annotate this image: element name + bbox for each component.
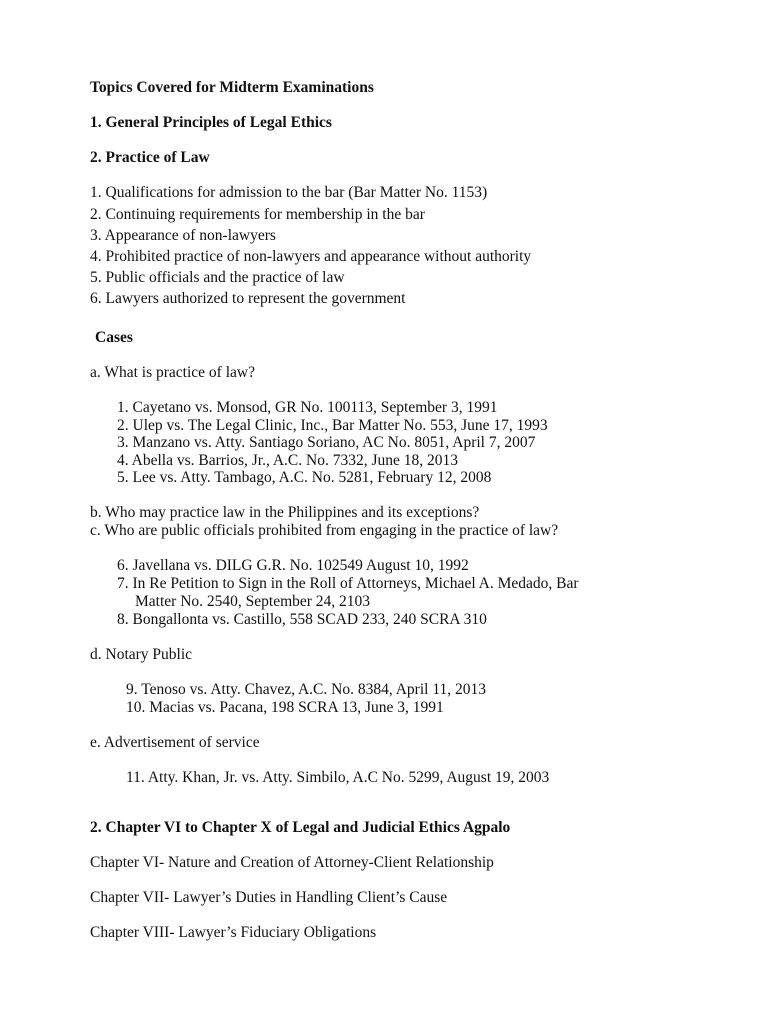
case-item-continuation: Matter No. 2540, September 24, 2103 <box>135 593 371 610</box>
subtopic-item: 4. Prohibited practice of non-lawyers and appearance without authority <box>90 248 532 265</box>
case-item: 3. Manzano vs. Atty. Santiago Soriano, AC No. 8051, April 7, 2007 <box>117 434 536 451</box>
question-a: a. What is practice of law? <box>90 364 255 381</box>
subtopic-item: 3. Appearance of non-lawyers <box>90 227 276 244</box>
chapter-item: Chapter VIII- Lawyer’s Fiduciary Obligations <box>90 924 377 941</box>
case-item: 9. Tenoso vs. Atty. Chavez, A.C. No. 8384, April 11, 2013 <box>126 681 487 698</box>
question-b: b. Who may practice law in the Philippines and its exceptions? <box>90 504 480 521</box>
case-item: 7. In Re Petition to Sign in the Roll of Attorneys, Michael A. Medado, Bar <box>117 575 579 592</box>
case-item: 11. Atty. Khan, Jr. vs. Atty. Simbilo, A.C No. 5299, August 19, 2003 <box>126 769 550 786</box>
question-d: d. Notary Public <box>90 646 193 663</box>
subtopic-item: 6. Lawyers authorized to represent the government <box>90 290 406 307</box>
cases-heading: Cases <box>95 329 133 346</box>
case-item: 6. Javellana vs. DILG G.R. No. 102549 August 10, 1992 <box>117 557 469 574</box>
case-item: 8. Bongallonta vs. Castillo, 558 SCAD 233, 240 SCRA 310 <box>117 611 487 628</box>
question-e: e. Advertisement of service <box>90 734 260 751</box>
subtopic-item: 1. Qualifications for admission to the bar (Bar Matter No. 1153) <box>90 184 488 201</box>
case-item: 10. Macias vs. Pacana, 198 SCRA 13, June 3, 1991 <box>126 699 444 716</box>
subtopic-item: 2. Continuing requirements for membership in the bar <box>90 206 425 223</box>
chapter-item: Chapter VI- Nature and Creation of Attorney-Client Relationship <box>90 854 494 871</box>
chapter-item: Chapter VII- Lawyer’s Duties in Handling Client’s Cause <box>90 889 448 906</box>
case-item: 4. Abella vs. Barrios, Jr., A.C. No. 7332, June 18, 2013 <box>117 452 458 469</box>
topic-heading-general-principles: 1. General Principles of Legal Ethics <box>90 114 332 131</box>
question-c: c. Who are public officials prohibited from engaging in the practice of law? <box>90 522 559 539</box>
case-item: 2. Ulep vs. The Legal Clinic, Inc., Bar Matter No. 553, June 17, 1993 <box>117 417 548 434</box>
topic-heading-practice-of-law: 2. Practice of Law <box>90 149 210 166</box>
topic-heading-agpalo-chapters: 2. Chapter VI to Chapter X of Legal and Judicial Ethics Agpalo <box>90 819 511 836</box>
document-title: Topics Covered for Midterm Examinations <box>90 79 374 96</box>
subtopic-item: 5. Public officials and the practice of law <box>90 269 345 286</box>
case-item: 1. Cayetano vs. Monsod, GR No. 100113, September 3, 1991 <box>117 399 498 416</box>
case-item: 5. Lee vs. Atty. Tambago, A.C. No. 5281, February 12, 2008 <box>117 469 492 486</box>
